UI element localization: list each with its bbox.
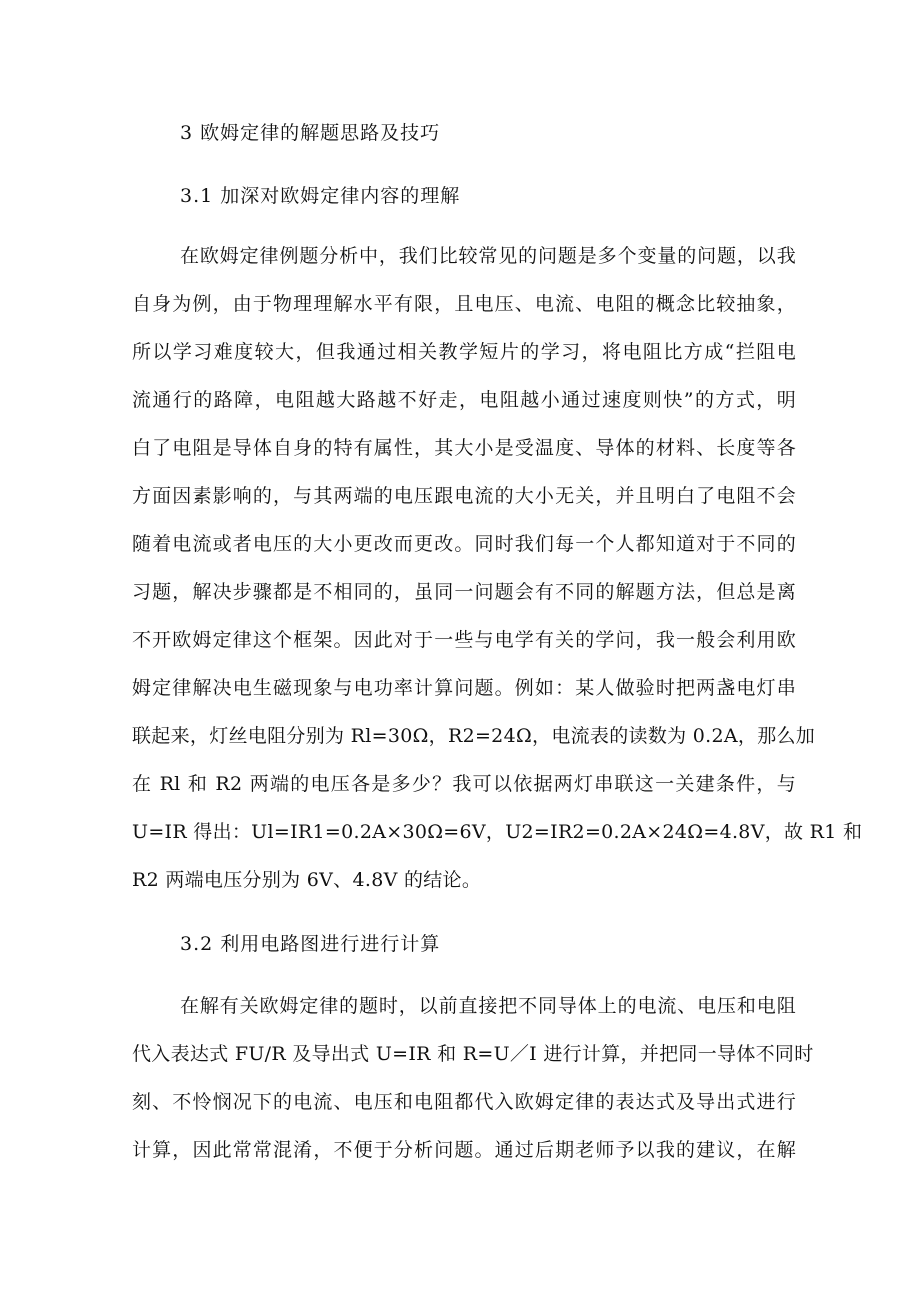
paragraph-line: 在解有关欧姆定律的题时，以前直接把不同导体上的电流、电压和电阻 (180, 995, 796, 1017)
subsection-heading-3-1: 3.1 加深对欧姆定律内容的理解 (180, 185, 461, 207)
paragraph-line: 联起来，灯丝电阻分别为 Rl=30Ω，R2=24Ω，电流表的读数为 0.2A，那么加 (132, 725, 816, 747)
paragraph-line: 流通行的路障，电阻越大路越不好走，电阻越小通过速度则快”的方式，明 (132, 389, 796, 411)
subsection-heading-3-2: 3.2 利用电路图进行进行计算 (180, 933, 441, 955)
paragraph-line: 在欧姆定律例题分析中，我们比较常见的问题是多个变量的问题，以我 (180, 245, 796, 267)
paragraph-line: U=IR 得出：Ul=IR1=0.2A×30Ω=6V，U2=IR2=0.2A×24Ω=4.8V，故 R1 和 (132, 821, 863, 843)
paragraph-line: 在 Rl 和 R2 两端的电压各是多少？我可以依据两灯串联这一关建条件，与 (132, 773, 796, 795)
paragraph-line: 姆定律解决电生磁现象与电功率计算问题。例如：某人做验时把两盏电灯串 (132, 677, 796, 699)
paragraph-line: 所以学习难度较大，但我通过相关教学短片的学习，将电阻比方成“拦阻电 (132, 341, 796, 363)
paragraph-line: R2 两端电压分别为 6V、4.8V 的结论。 (132, 869, 482, 891)
paragraph-line: 不开欧姆定律这个框架。因此对于一些与电学有关的学问，我一般会利用欧 (132, 629, 796, 651)
paragraph-line: 白了电阻是导体自身的特有属性，其大小是受温度、导体的材料、长度等各 (132, 437, 796, 459)
paragraph-line: 随着电流或者电压的大小更改而更改。同时我们每一个人都知道对于不同的 (132, 533, 796, 555)
paragraph-line: 自身为例，由于物理理解水平有限，且电压、电流、电阻的概念比较抽象， (132, 293, 796, 315)
paragraph-line: 刻、不怜悯况下的电流、电压和电阻都代入欧姆定律的表达式及导出式进行 (132, 1091, 796, 1113)
paragraph-line: 方面因素影响的，与其两端的电压跟电流的大小无关，并且明白了电阻不会 (132, 485, 796, 507)
paragraph-line: 代入表达式 FU/R 及导出式 U=IR 和 R=U／I 进行计算，并把同一导体不同时 (132, 1043, 814, 1065)
section-heading: 3 欧姆定律的解题思路及技巧 (180, 122, 441, 144)
paragraph-3-2 (132, 982, 814, 1174)
paragraph-3-1 (132, 232, 863, 904)
paragraph-line: 习题，解决步骤都是不相同的，虽同一问题会有不同的解题方法，但总是离 (132, 581, 796, 603)
paragraph-line: 计算，因此常常混淆，不便于分析问题。通过后期老师予以我的建议，在解 (132, 1139, 796, 1161)
